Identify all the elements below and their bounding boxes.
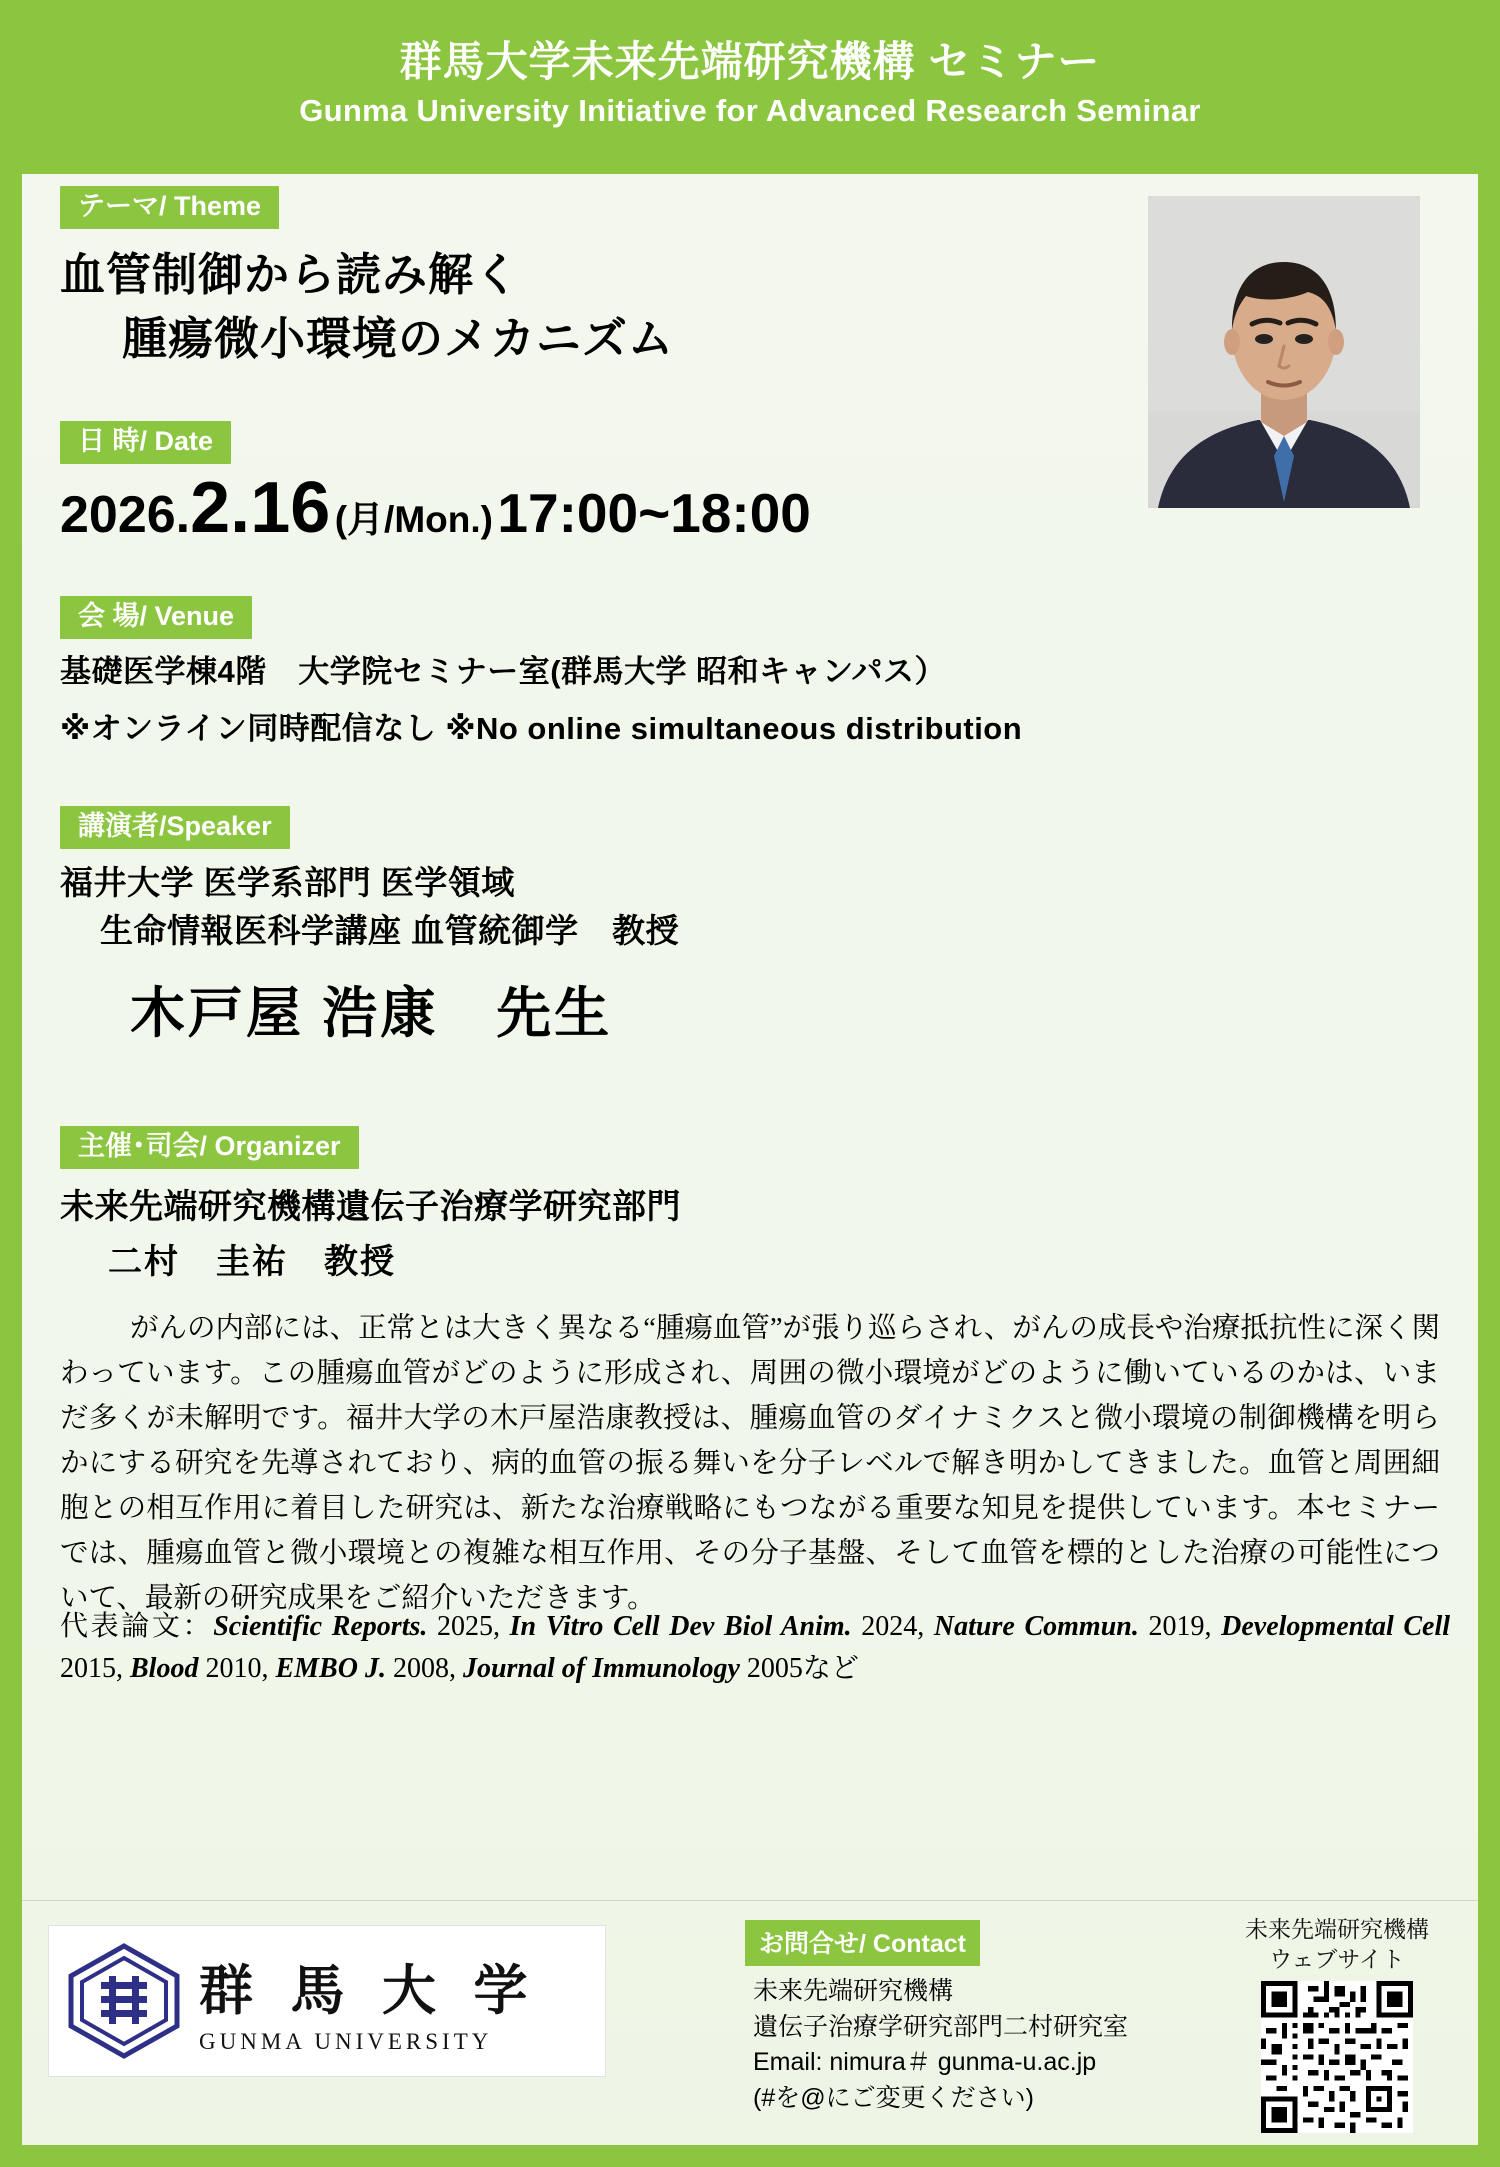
qr-caption-line2: ウェブサイト — [1269, 1945, 1405, 1972]
university-logo-text — [199, 1948, 540, 2055]
venue-label: 会 場/ Venue — [60, 596, 252, 639]
paper-journal-0: Scientific Reports. — [213, 1611, 428, 1642]
university-name-japanese: 群 馬 大 学 — [199, 1960, 540, 2021]
paper-journal-3: Developmental Cell — [1221, 1611, 1451, 1642]
venue-section — [60, 596, 1440, 752]
paper-journal-5: EMBO J. — [275, 1653, 386, 1684]
organizer-section — [60, 1126, 1440, 1283]
header-title-japanese: 群馬大学未来先端研究機構 セミナー — [399, 38, 1101, 85]
portrait-illustration — [1148, 196, 1420, 508]
contact-line-2: 遺伝子治療学研究部門二村研究室 — [753, 2012, 1129, 2041]
website-qr-section — [1222, 1915, 1452, 2133]
qr-caption-line1: 未来先端研究機構 — [1245, 1916, 1429, 1942]
speaker-affiliation-line2: 生命情報医科学講座 血管統御学 教授 — [100, 911, 680, 949]
contact-email: Email: nimura＃ gunma-u.ac.jp — [753, 2048, 1097, 2076]
frame-bottom-border — [0, 2145, 1500, 2167]
date-monthday: 2.16 — [190, 468, 331, 549]
date-label: 日 時/ Date — [60, 421, 231, 464]
qr-code-icon[interactable] — [1261, 1981, 1413, 2133]
papers-block — [60, 1606, 1450, 1690]
speaker-section — [60, 806, 1440, 1048]
contact-section — [745, 1920, 1215, 2116]
paper-journal-2: Nature Commun. — [933, 1611, 1139, 1642]
theme-section — [60, 186, 1120, 371]
speaker-portrait-photo — [1148, 196, 1420, 508]
paper-year-4: 2010, — [205, 1653, 269, 1684]
theme-label: テーマ/ Theme — [60, 186, 279, 229]
organizer-name: 二村 圭祐 教授 — [108, 1243, 396, 1282]
theme-title-line2: 腫瘍微小環境のメカニズム — [122, 312, 675, 364]
paper-journal-6: Journal of Immunology — [462, 1653, 740, 1684]
frame-top-border — [0, 0, 1500, 22]
contact-label: お問合せ/ Contact — [745, 1920, 980, 1966]
header-title-english: Gunma University Initiative for Advanced Research Seminar — [299, 92, 1201, 128]
paper-year-2: 2019, — [1148, 1611, 1212, 1642]
speaker-name: 木戸屋 浩康 先生 — [130, 981, 613, 1044]
date-time: 17:00~18:00 — [497, 482, 811, 545]
frame-left-border — [0, 0, 22, 2167]
speaker-affiliation — [60, 859, 1440, 955]
frame-right-border — [1478, 0, 1500, 2167]
university-name-english: GUNMA UNIVERSITY — [199, 2028, 493, 2054]
organizer-department: 未来先端研究機構遺伝子治療学研究部門 — [60, 1188, 681, 1227]
date-value — [60, 468, 811, 549]
contact-email-note: (#を@にご変更ください) — [753, 2083, 1034, 2112]
paper-year-1: 2024, — [861, 1611, 925, 1642]
contact-details — [745, 1974, 1215, 2116]
abstract-text: がんの内部には、正常とは大きく異なる“腫瘍血管”が張り巡らされ、がんの成長や治療抵抗性に深く関わっています。この腫瘍血管がどのように形成され、周囲の微小環境がどのように働いているのかは、いまだ多くが未解明です。福井大学の木戸屋浩康教授は、腫瘍血管のダイナミクスと微小環境の制御機構を明らかにする研究を先導されており、病的血管の振る舞いを分子レベルで解き明かしてきました。血管と周囲細胞との相互作用に着目した研究は、新たな治療戦略にもつながる重要な知見を提供しています。本セミナーでは、腫瘍血管と微小環境との複雑な相互作用、その分子基盤、そして血管を標的とした治療の可能性について、最新の研究成果をご紹介いただきます。 — [60, 1313, 1440, 1615]
paper-year-0: 2025, — [437, 1611, 501, 1642]
speaker-affiliation-line1: 福井大学 医学系部門 医学領域 — [60, 864, 515, 902]
date-dayofweek: (月/Mon.) — [334, 499, 493, 541]
date-year: 2026. — [60, 486, 191, 545]
paper-year-5: 2008, — [392, 1653, 456, 1684]
qr-caption — [1222, 1915, 1452, 1975]
gunma-university-crest-icon — [65, 1942, 183, 2060]
organizer-label: 主催･司会/ Organizer — [60, 1126, 359, 1169]
paper-year-3: 2015, — [60, 1653, 123, 1684]
abstract-text-block — [60, 1306, 1440, 1621]
paper-journal-1: In Vitro Cell Dev Biol Anim. — [509, 1611, 852, 1642]
poster-header — [22, 22, 1478, 174]
venue-line-2: ※オンライン同時配信なし ※No online simultaneous distribution — [60, 710, 1023, 746]
paper-journal-4: Blood — [130, 1653, 199, 1684]
university-logo — [48, 1925, 606, 2077]
theme-title — [60, 243, 1120, 371]
footer-divider — [22, 1900, 1478, 1901]
paper-year-6: 2005など — [746, 1653, 859, 1684]
date-section — [60, 421, 811, 549]
contact-line-1: 未来先端研究機構 — [753, 1977, 954, 2005]
papers-label: 代表論文： — [60, 1611, 214, 1642]
venue-line-1: 基礎医学棟4階 大学院セミナー室(群馬大学 昭和キャンパス） — [60, 654, 947, 690]
speaker-label: 講演者/Speaker — [60, 806, 290, 849]
theme-title-line1: 血管制御から読み解く — [60, 249, 521, 301]
